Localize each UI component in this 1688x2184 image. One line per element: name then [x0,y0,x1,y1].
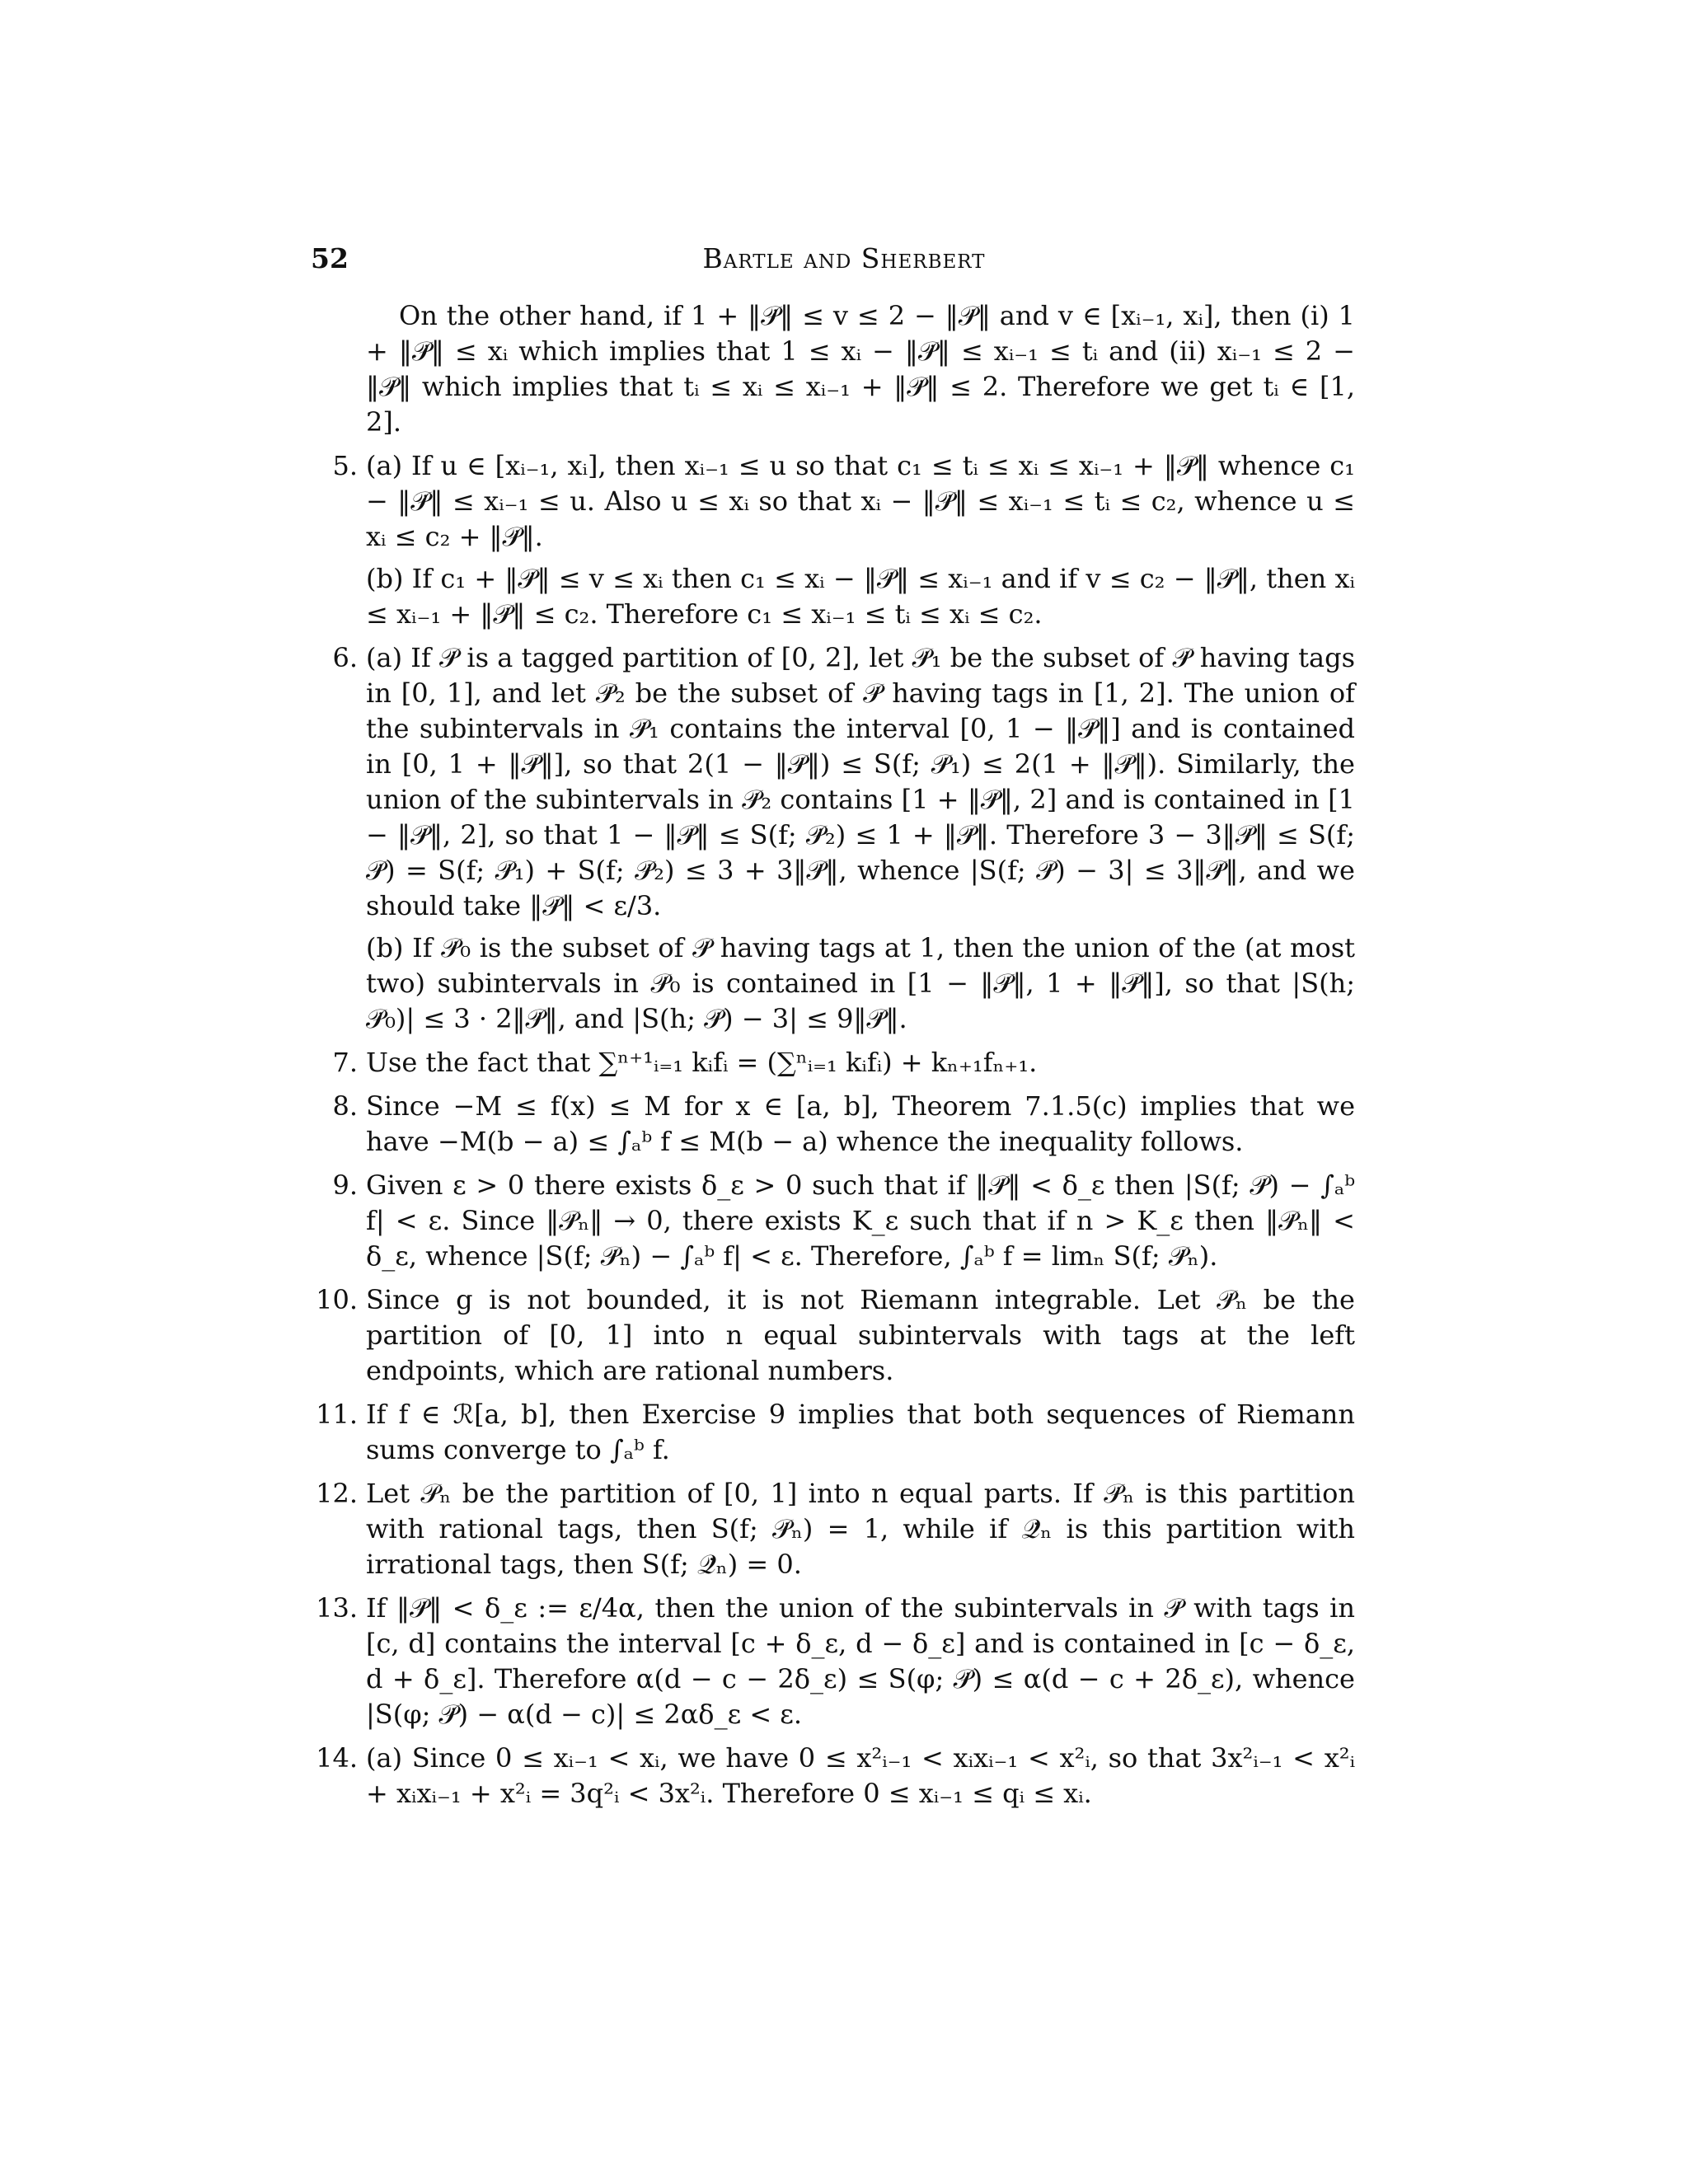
item-number: 5. [332,450,358,481]
page-header [0,241,1688,277]
page-number: 52 [311,242,349,274]
solution-item-10 [316,1282,1355,1389]
item-number: 8. [332,1090,358,1122]
item-number: 9. [332,1169,358,1201]
item-number: 13. [316,1592,358,1624]
solution-item-11 [316,1397,1355,1468]
item-number: 6. [332,642,358,673]
solution-item-6 [332,640,1355,1037]
solution-item-8 [332,1089,1355,1160]
item-paragraph: Use the fact that ∑ⁿ⁺¹ᵢ₌₁ kᵢfᵢ = (∑ⁿᵢ₌₁ kᵢfᵢ) + kₙ₊₁fₙ₊₁. [366,1047,1038,1078]
item-number: 7. [332,1047,358,1078]
solutions-body [316,298,1355,1811]
item-paragraph: (a) If u ∈ [xᵢ₋₁, xᵢ], then xᵢ₋₁ ≤ u so that c₁ ≤ tᵢ ≤ xᵢ ≤ xᵢ₋₁ + ‖𝒫̇‖ whence c₁ − ‖𝒫̇‖ ≤ xᵢ₋₁ ≤ u. Also u ≤ xᵢ so that xᵢ − ‖𝒫̇‖ ≤ xᵢ₋₁ ≤ tᵢ ≤ c₂, whence u ≤ xᵢ ≤ c₂ + ‖𝒫̇‖. [366,450,1355,552]
item-paragraph: Since −M ≤ f(x) ≤ M for x ∈ [a, b], Theorem 7.1.5(c) implies that we have −M(b − a) ≤ ∫ₐᵇ f ≤ M(b − a) whence the inequality follows. [366,1090,1355,1157]
item-paragraph: If ‖𝒫̇‖ < δ_ε := ε/4α, then the union of the subintervals in 𝒫̇ with tags in [c, d] contains the interval [c + δ_ε, d − δ_ε] and is contained in [c − δ_ε, d + δ_ε]. Therefore α(d − c − 2δ_ε) ≤ S(φ; 𝒫̇) ≤ α(d − c + 2δ_ε), whence |S(φ; 𝒫̇) − α(d − c)| ≤ 2αδ_ε < ε. [366,1592,1355,1730]
solution-item-12 [316,1476,1355,1582]
item-paragraph: If f ∈ ℛ[a, b], then Exercise 9 implies that both sequences of Riemann sums converge to ∫ₐᵇ f. [366,1399,1355,1465]
item-paragraph: (b) If 𝒫̇₀ is the subset of 𝒫̇ having tags at 1, then the union of the (at most two) subintervals in 𝒫̇₀ is contained in [1 − ‖𝒫̇‖, 1 + ‖𝒫̇‖], so that |S(h; 𝒫̇₀)| ≤ 3 · 2‖𝒫̇‖, and |S(h; 𝒫̇) − 3| ≤ 9‖𝒫̇‖. [366,932,1355,1034]
solution-item-5 [332,448,1355,632]
item-number: 12. [316,1478,358,1509]
intro-paragraph: On the other hand, if 1 + ‖𝒫̇‖ ≤ v ≤ 2 − ‖𝒫̇‖ and v ∈ [xᵢ₋₁, xᵢ], then (i) 1 + ‖𝒫̇‖ ≤ xᵢ which implies that 1 ≤ xᵢ − ‖𝒫̇‖ ≤ xᵢ₋₁ ≤ tᵢ and (ii) xᵢ₋₁ ≤ 2 − ‖𝒫̇‖ which implies that tᵢ ≤ xᵢ ≤ xᵢ₋₁ + ‖𝒫̇‖ ≤ 2. Therefore we get tᵢ ∈ [1, 2]. [366,300,1355,438]
item-paragraph: (b) If c₁ + ‖𝒫̇‖ ≤ v ≤ xᵢ then c₁ ≤ xᵢ − ‖𝒫̇‖ ≤ xᵢ₋₁ and if v ≤ c₂ − ‖𝒫̇‖, then xᵢ ≤ xᵢ₋₁ + ‖𝒫̇‖ ≤ c₂. Therefore c₁ ≤ xᵢ₋₁ ≤ tᵢ ≤ xᵢ ≤ c₂. [366,563,1355,630]
solution-item-9 [332,1168,1355,1274]
item-number: 10. [316,1284,358,1315]
running-title: Bartle and Sherbert [702,242,986,274]
item-paragraph: (a) If 𝒫̇ is a tagged partition of [0, 2], let 𝒫̇₁ be the subset of 𝒫̇ having tags in [0, 1], and let 𝒫̇₂ be the subset of 𝒫̇ having tags in [1, 2]. The union of the subintervals in 𝒫̇₁ contains the interval [0, 1 − ‖𝒫̇‖] and is contained in [0, 1 + ‖𝒫̇‖], so that 2(1 − ‖𝒫̇‖) ≤ S(f; 𝒫̇₁) ≤ 2(1 + ‖𝒫̇‖). Similarly, the union of the subintervals in 𝒫̇₂ contains [1 + ‖𝒫̇‖, 2] and is contained in [1 − ‖𝒫̇‖, 2], so that 1 − ‖𝒫̇‖ ≤ S(f; 𝒫̇₂) ≤ 1 + ‖𝒫̇‖. Therefore 3 − 3‖𝒫̇‖ ≤ S(f; 𝒫̇) = S(f; 𝒫̇₁) + S(f; 𝒫̇₂) ≤ 3 + 3‖𝒫̇‖, whence |S(f; 𝒫̇) − 3| ≤ 3‖𝒫̇‖, and we should take ‖𝒫̇‖ < ε/3. [366,642,1355,921]
item-paragraph: (a) Since 0 ≤ xᵢ₋₁ < xᵢ, we have 0 ≤ x²ᵢ₋₁ < xᵢxᵢ₋₁ < x²ᵢ, so that 3x²ᵢ₋₁ < x²ᵢ + xᵢxᵢ₋₁ + x²ᵢ = 3q²ᵢ < 3x²ᵢ. Therefore 0 ≤ xᵢ₋₁ ≤ qᵢ ≤ xᵢ. [366,1742,1355,1809]
item-number: 14. [316,1742,358,1774]
solution-item-7 [332,1045,1355,1080]
item-number: 11. [316,1399,358,1430]
item-paragraph: Since g is not bounded, it is not Riemann integrable. Let 𝒫̇ₙ be the partition of [0, 1] into n equal subintervals with tags at the left endpoints, which are rational numbers. [366,1284,1355,1386]
item-paragraph: Given ε > 0 there exists δ_ε > 0 such that if ‖𝒫̇‖ < δ_ε then |S(f; 𝒫̇) − ∫ₐᵇ f| < ε. Since ‖𝒫̇ₙ‖ → 0, there exists K_ε such that if n > K_ε then ‖𝒫̇ₙ‖ < δ_ε, whence |S(f; 𝒫̇ₙ) − ∫ₐᵇ f| < ε. Therefore, ∫ₐᵇ f = limₙ S(f; 𝒫̇ₙ). [366,1169,1355,1272]
item-paragraph: Let 𝒫ₙ be the partition of [0, 1] into n equal parts. If 𝒫̇ₙ is this partition with rational tags, then S(f; 𝒫̇ₙ) = 1, while if 𝒬̇ₙ is this partition with irrational tags, then S(f; 𝒬̇ₙ) = 0. [366,1478,1355,1580]
solution-item-14 [316,1741,1355,1811]
solution-item-13 [316,1591,1355,1732]
